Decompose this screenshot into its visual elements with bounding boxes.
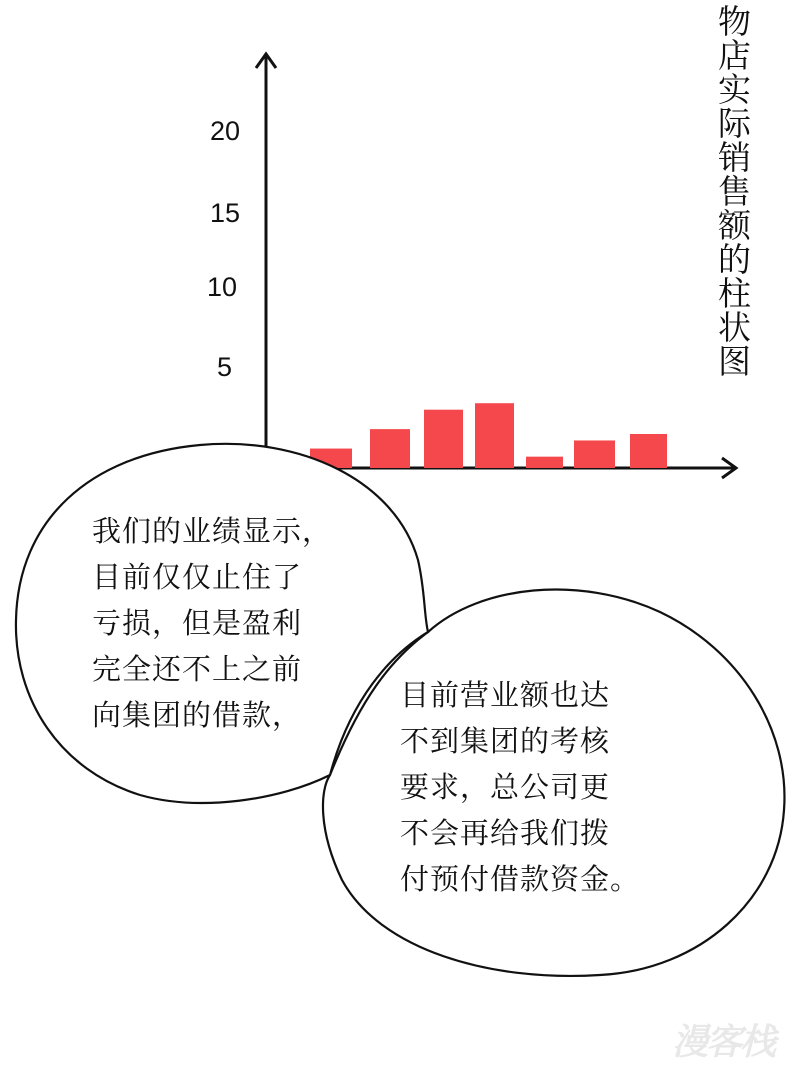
y-tick-label: 5 <box>217 352 233 382</box>
bubble-line: 向集团的借款， <box>92 698 303 732</box>
bubble-line: 目前营业额也达 <box>400 678 611 712</box>
y-tick-label: 10 <box>207 272 238 302</box>
bar-7 <box>630 434 667 468</box>
bar-series <box>310 403 667 468</box>
bubble-text-right <box>400 672 640 902</box>
bar-3 <box>424 410 463 468</box>
bubble-line: 完全还不上之前 <box>92 652 303 686</box>
bar-4 <box>475 403 514 468</box>
bubble-line: 要求，总公司更 <box>400 770 611 804</box>
bar-6 <box>574 440 615 468</box>
chart-title: 物店实际销售额的柱状图 <box>713 4 752 378</box>
bubble-line: 目前仅仅止住了 <box>92 560 303 594</box>
bubble-line: 付预付借款资金。 <box>400 862 641 896</box>
y-tick-label: 20 <box>210 116 241 146</box>
bubble-line: 不到集团的考核 <box>400 724 611 758</box>
bar-5 <box>526 457 563 468</box>
bubble-line: 不会再给我们拨 <box>400 816 611 850</box>
bar-2 <box>370 429 410 468</box>
bubble-text-left <box>92 508 332 738</box>
bubble-line: 我们的业绩显示， <box>92 514 333 548</box>
y-tick-label: 15 <box>210 198 241 228</box>
watermark-logo: 漫客栈 <box>672 1022 775 1063</box>
bubble-line: 亏损，但是盈利 <box>92 606 303 640</box>
